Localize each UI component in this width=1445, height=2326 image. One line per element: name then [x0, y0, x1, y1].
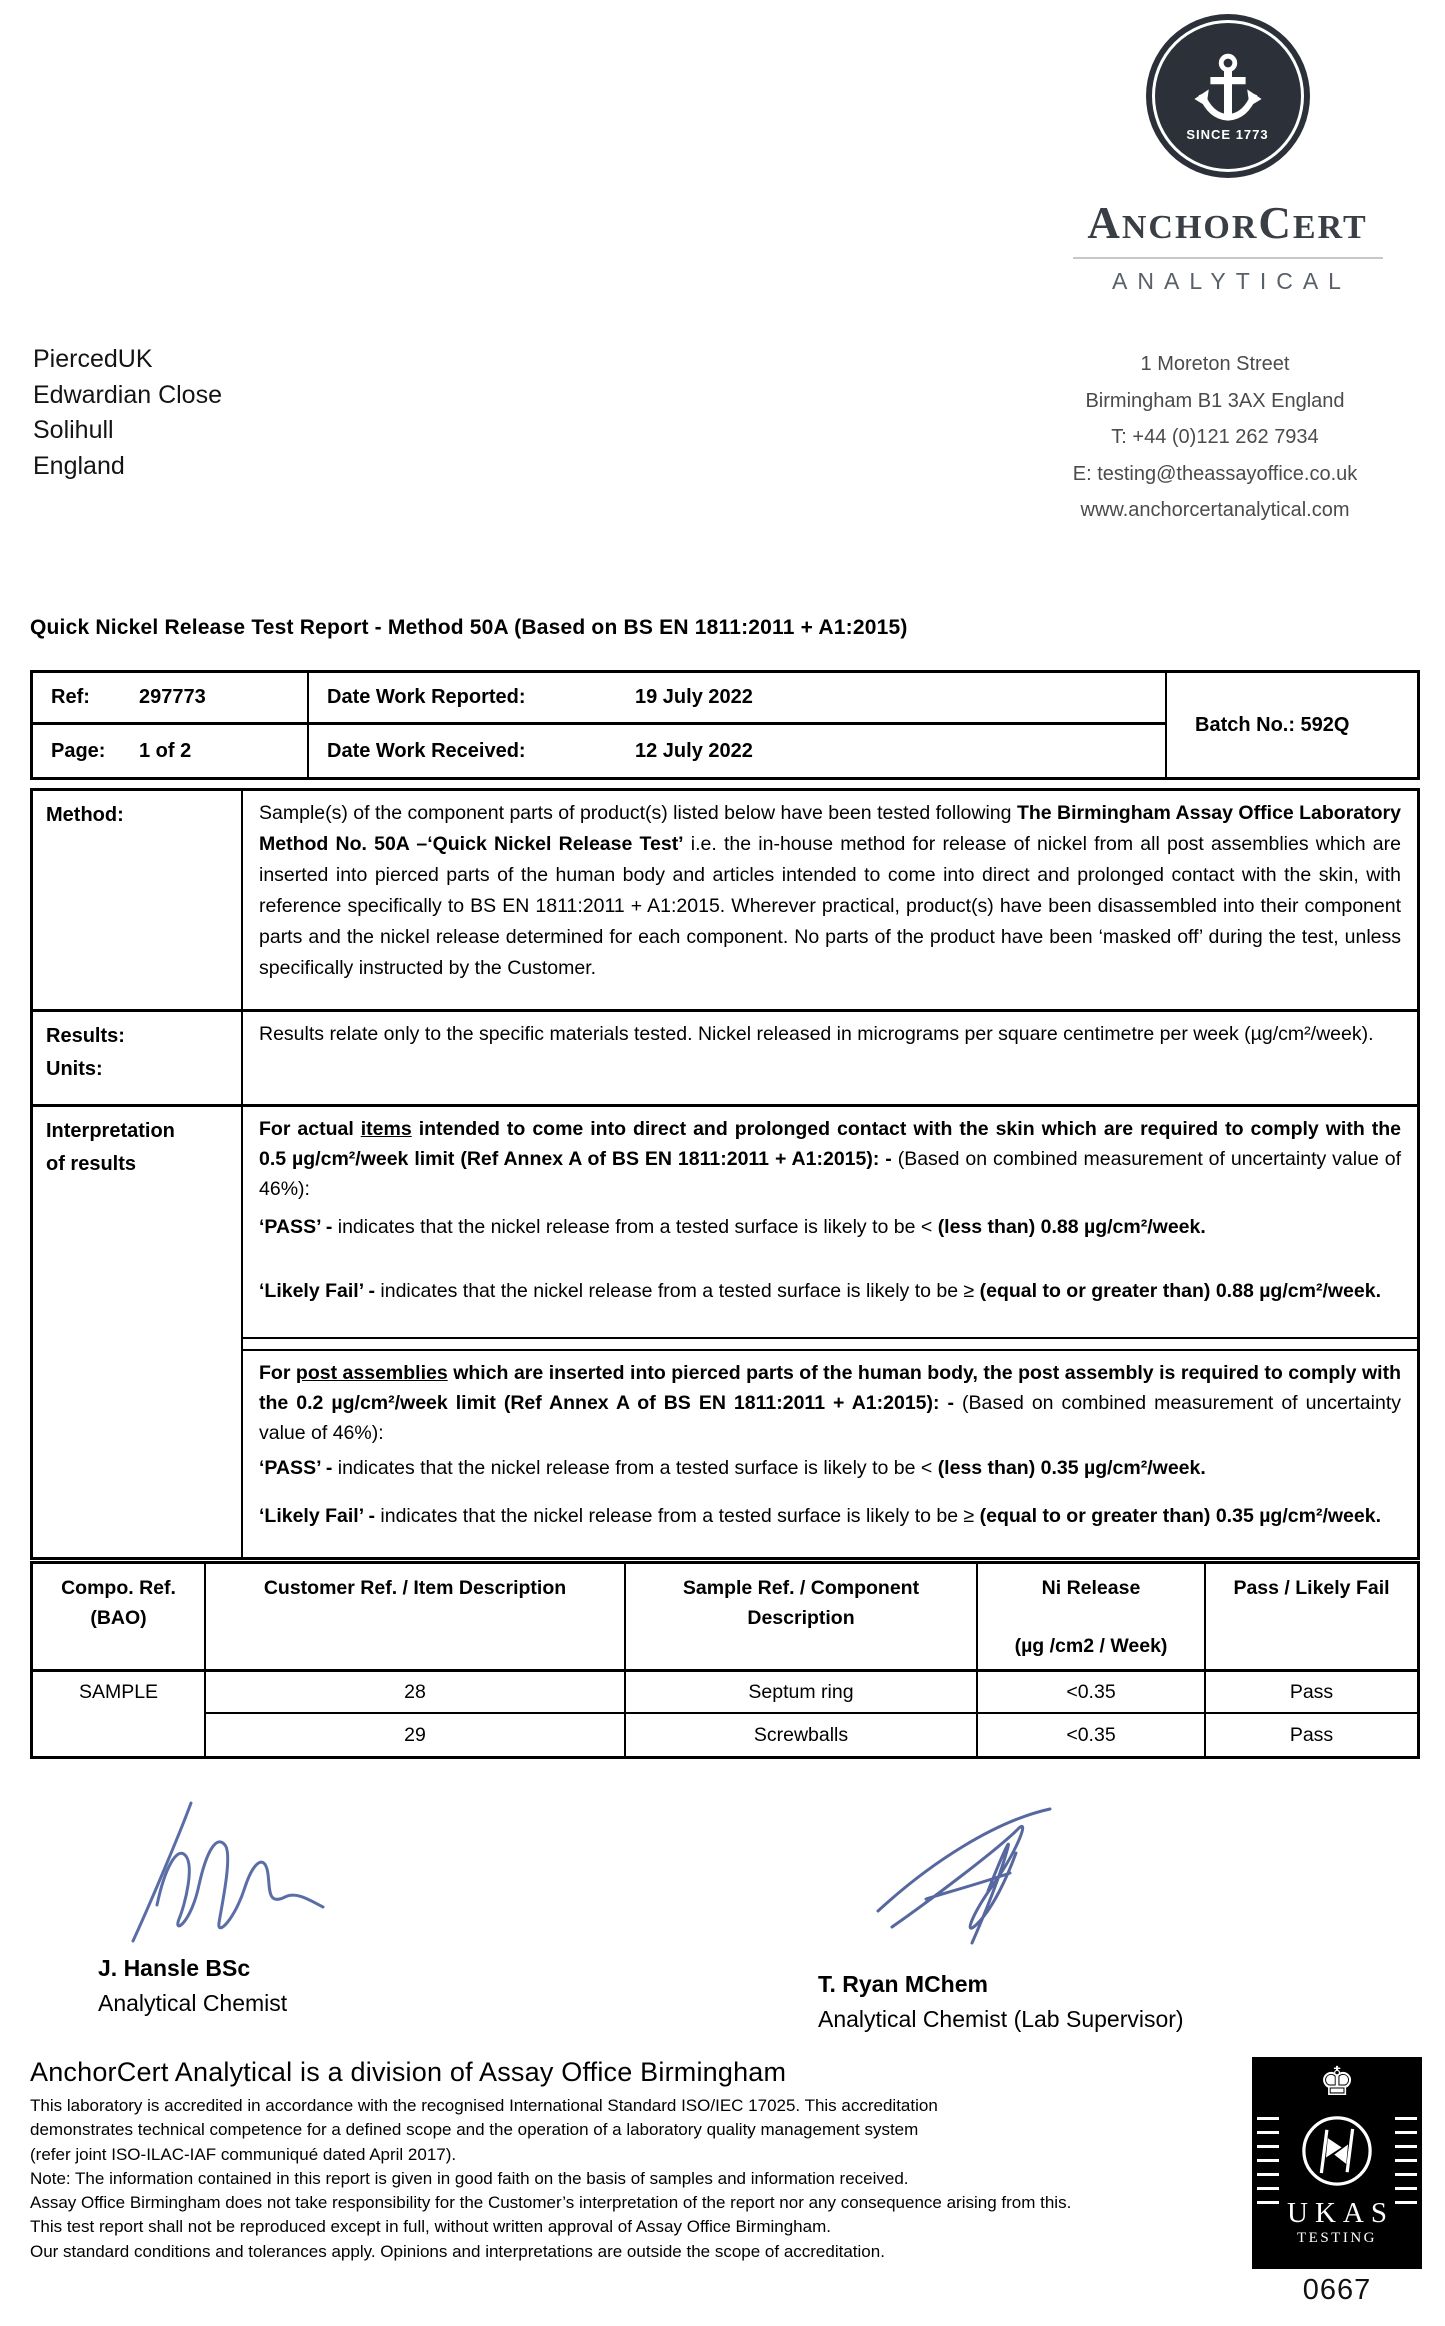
ukas-accreditation-mark [1252, 2057, 1422, 2307]
skin-lead: For actual [259, 1118, 361, 1140]
footer-line: This test report shall not be reproduced except in full, without written approval of Assay Office Birmingham. [30, 2217, 831, 2237]
header-pass-fail: Pass / Likely Fail [1206, 1564, 1417, 1672]
header-compo-ref-line2: (BAO) [90, 1607, 147, 1629]
table-row-cell-compo-ref: 29 [206, 1714, 626, 1756]
brand-letter: C [1258, 198, 1293, 248]
accreditation-notes [30, 2094, 1230, 2264]
footer-line: (refer joint ISO-ILAC-IAF communiqué dated April 2017). [30, 2144, 457, 2164]
brand-divider [1073, 257, 1383, 259]
post-limit-paragraph [259, 1358, 1401, 1448]
interpretation-post-block [243, 1349, 1417, 1557]
skin-limit-paragraph [259, 1114, 1401, 1204]
date-received-cell [309, 725, 1167, 777]
header-ni-release-units: (µg /cm2 / Week) [1014, 1635, 1168, 1657]
post-lead: For [259, 1362, 296, 1384]
batch-cell: Batch No.: 592Q [1195, 713, 1350, 736]
header-sample-ref-line2: Description [747, 1607, 855, 1629]
pass-term: ‘PASS’ - [259, 1457, 338, 1479]
date-received-value: 12 July 2022 [635, 739, 753, 762]
address-line: Edwardian Close [33, 380, 222, 409]
method-text [243, 791, 1417, 1009]
date-received-label: Date Work Received: [327, 739, 526, 762]
interpretation-label-line1: Interpretation [46, 1120, 175, 1142]
signatory-role: Analytical Chemist (Lab Supervisor) [818, 2006, 1184, 2032]
method-text-rest: i.e. the in-house method for release of nickel from all post assemblies which are inserted into pierced parts of the human body and articles intended to come into direct and prolonged contact with the skin, with reference specifically to BS EN 1811:2011 + A1:2015. Wherever practical, product(s) have been disassembled into their component parts and the nickel release determined for each component. No parts of the product have been ‘masked off’ during the test, unless specifically instructed by the Customer. [259, 833, 1401, 979]
post-fail-paragraph [259, 1501, 1401, 1531]
pass-term: ‘PASS’ - [259, 1216, 338, 1238]
ukas-number: 0667 [1302, 2274, 1372, 2306]
results-label-line: Results: [46, 1025, 125, 1047]
ukas-subtitle: TESTING [1297, 2230, 1377, 2246]
method-text-lead: Sample(s) of the component parts of product(s) listed below have been tested following [259, 802, 1017, 824]
brand-letters: ERT [1292, 209, 1368, 246]
brand-letter: A [1087, 198, 1122, 248]
customer-address [33, 342, 222, 484]
signatory-name: J. Hansle BSc [98, 1955, 251, 1981]
header-customer-ref: Customer Ref. / Item Description [206, 1564, 626, 1672]
skin-fail-paragraph [259, 1276, 1401, 1306]
header-compo-ref-line1: Compo. Ref. [61, 1577, 176, 1599]
post-lead-bold: which are inserted into pierced parts of the human body, the post assembly is required to comply with the 0.2 µg/cm²/week limit (Ref Annex A of BS EN 1811:2011 + A1:2015): - [259, 1362, 1401, 1414]
date-reported-cell [309, 673, 1167, 725]
crown-icon: ♚ [1319, 2059, 1355, 2105]
pass-text: indicates that the nickel release from a tested surface is likely to be < [337, 1457, 938, 1479]
ukas-tick-marks-right [1395, 2117, 1417, 2213]
post-lead-regular: (Based on combined measurement of uncertainty value of 46%): [259, 1392, 1401, 1444]
ref-label: Ref: [51, 686, 90, 708]
interpretation-gap [243, 1339, 1417, 1349]
contact-website: www.anchorcertanalytical.com [1080, 499, 1350, 521]
fail-threshold: (equal to or greater than) 0.88 µg/cm²/week. [979, 1280, 1381, 1302]
skin-pass-paragraph [259, 1212, 1401, 1242]
skin-lead-underlined: items [360, 1118, 412, 1140]
page-cell [33, 725, 309, 777]
interpretation-label-line2: of results [46, 1153, 137, 1175]
table-row-cell-ni-release: <0.35 [978, 1714, 1206, 1756]
method-label: Method: [33, 791, 243, 1009]
header-sample-ref-line1: Sample Ref. / Component [682, 1577, 920, 1599]
contact-phone: T: +44 (0)121 262 7934 [1111, 426, 1319, 448]
fail-term: ‘Likely Fail’ - [259, 1505, 381, 1527]
lab-contact-block [1030, 346, 1400, 529]
table-row-cell-ni-release: <0.35 [978, 1672, 1206, 1714]
fail-term: ‘Likely Fail’ - [259, 1280, 381, 1302]
skin-lead-bold: intended to come into direct and prolonged contact with the skin which are required to comply with the 0.5 µg/cm²/week limit (Ref Annex A of BS EN 1811:2011 + A1:2015): - [259, 1118, 1401, 1170]
logo-since-text: SINCE 1773 [1186, 126, 1269, 142]
anchor-badge [1152, 20, 1304, 172]
signatures-section [30, 1759, 1420, 2055]
contact-city: Birmingham B1 3AX England [1085, 389, 1345, 412]
results-text: Results relate only to the specific materials tested. Nickel released in micrograms per square centimetre per week (µg/cm²/week). [259, 1023, 1374, 1045]
report-header [0, 0, 1445, 616]
address-line: England [33, 451, 125, 480]
table-row-cell-customer-ref: SAMPLE [33, 1672, 206, 1756]
header-ni-release [978, 1564, 1206, 1672]
method-results-table [30, 788, 1420, 1560]
footer-line: This laboratory is accredited in accordance with the recognised International Standard ISO/IEC 17025. This accreditation [30, 2096, 938, 2115]
table-row-cell-result: Pass [1289, 1723, 1334, 1746]
contact-street: 1 Moreton Street [1140, 353, 1290, 375]
units-label-line: Units: [46, 1058, 103, 1080]
footer-line: Assay Office Birmingham does not take responsibility for the Customer’s interpretation of the report nor any consequence arising from this. [30, 2193, 1072, 2213]
header-compo-ref [33, 1564, 206, 1672]
table-row-cell-component: Screwballs [626, 1714, 978, 1756]
footer-line: Our standard conditions and tolerances apply. Opinions and interpretations are outside the scope of accreditation. [30, 2241, 885, 2261]
interpretation-skin-block [243, 1107, 1417, 1339]
interpretation-row [33, 1107, 1417, 1557]
reference-table [30, 670, 1420, 780]
fail-text: indicates that the nickel release from a tested surface is likely to be ≥ [380, 1280, 980, 1302]
signatory-right [818, 1967, 1184, 2037]
header-ni-release-line1: Ni Release [1041, 1577, 1141, 1599]
date-reported-label: Date Work Reported: [327, 686, 526, 708]
fail-text: indicates that the nickel release from a tested surface is likely to be ≥ [380, 1505, 980, 1527]
ukas-name: UKAS [1287, 2197, 1394, 2229]
date-reported-value: 19 July 2022 [635, 686, 753, 708]
anchorcert-logo [1055, 10, 1400, 295]
footer-line: demonstrates technical competence for a defined scope and the operation of a laboratory quality management system [30, 2120, 919, 2140]
ukas-roundel-icon [1291, 2105, 1383, 2197]
anchor-icon [1185, 51, 1271, 131]
header-sample-ref [626, 1564, 978, 1672]
footer-line: Note: The information contained in this report is given in good faith on the basis of samples and information received. [30, 2168, 909, 2188]
ukas-tick-marks-left [1257, 2117, 1279, 2213]
ukas-logo [1252, 2057, 1422, 2269]
brand-name [1055, 198, 1400, 255]
signatory-role: Analytical Chemist [98, 1990, 288, 2016]
signatory-name: T. Ryan MChem [818, 1971, 988, 1997]
method-row [33, 791, 1417, 1012]
signature-tryan-icon [860, 1801, 1150, 1956]
pass-text: indicates that the nickel release from a tested surface is likely to be < [337, 1216, 938, 1238]
component-results-table [30, 1561, 1420, 1759]
fail-threshold: (equal to or greater than) 0.35 µg/cm²/week. [979, 1505, 1381, 1527]
table-row-cell-compo-ref: 28 [206, 1672, 626, 1714]
method-text-bold: The Birmingham Assay Office Laboratory Method No. 50A –‘Quick Nickel Release Test’ [259, 802, 1401, 855]
page-label: Page: [51, 739, 106, 762]
pass-threshold: (less than) 0.35 µg/cm²/week. [937, 1457, 1206, 1479]
table-row-cell-component: Septum ring [626, 1672, 978, 1714]
results-label [33, 1012, 243, 1104]
brand-letters: NCHOR [1121, 209, 1259, 246]
contact-email: E: testing@theassayoffice.co.uk [1072, 462, 1358, 485]
ref-value: 297773 [139, 686, 206, 708]
division-statement: AnchorCert Analytical is a division of Assay Office Birmingham [30, 2057, 787, 2087]
signatory-left [98, 1951, 287, 2021]
address-line: PiercedUK [33, 345, 153, 373]
pass-threshold: (less than) 0.88 µg/cm²/week. [937, 1216, 1206, 1238]
skin-lead-regular: (Based on combined measurement of uncertainty value of 46%): [259, 1148, 1401, 1200]
page-value: 1 of 2 [139, 739, 192, 762]
post-pass-paragraph [259, 1453, 1401, 1483]
brand-subtitle: ANALYTICAL [1112, 268, 1351, 294]
interpretation-content [243, 1107, 1417, 1557]
table-row-cell-result: Pass [1206, 1672, 1417, 1714]
signature-jhansle-icon [115, 1789, 385, 1954]
address-line: Solihull [33, 416, 114, 444]
results-row [33, 1012, 1417, 1107]
interpretation-label [33, 1107, 243, 1557]
post-lead-underlined: post assemblies [295, 1362, 448, 1384]
ref-cell [33, 673, 309, 725]
page-title: Quick Nickel Release Test Report - Method 50A (Based on BS EN 1811:2011 + A1:2015) [30, 616, 908, 639]
